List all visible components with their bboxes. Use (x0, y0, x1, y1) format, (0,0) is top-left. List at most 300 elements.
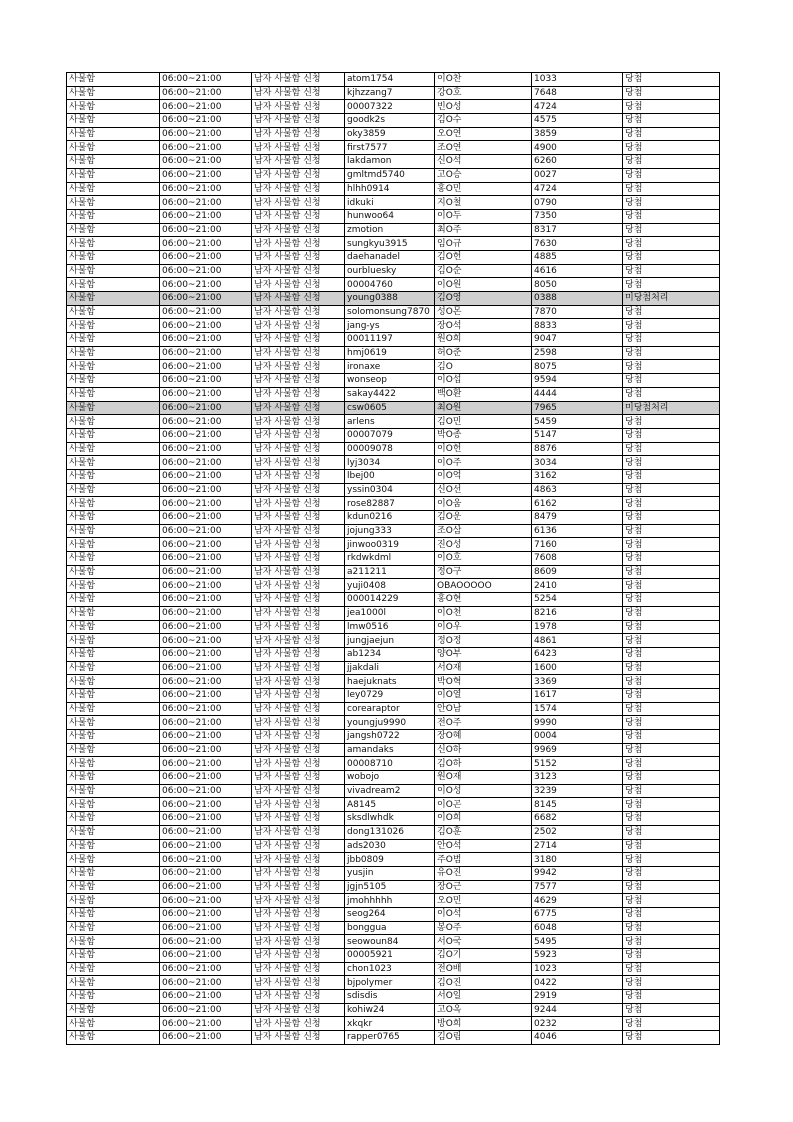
table-row (67, 387, 720, 401)
facility-cell: 사물함 (67, 661, 160, 675)
application-type-cell: 남자 사물함 신청 (252, 593, 345, 607)
table-row (67, 374, 720, 388)
user-id-cell: jgjn5105 (345, 880, 435, 894)
number-cell: 8145 (532, 798, 623, 812)
application-type-cell: 남자 사물함 신청 (252, 1031, 345, 1045)
facility-cell: 사물함 (67, 360, 160, 374)
name-cell: 서O재 (435, 661, 532, 675)
name-cell: 이O열 (435, 688, 532, 702)
hours-cell: 06:00~21:00 (160, 688, 252, 702)
facility-cell: 사물함 (67, 346, 160, 360)
application-type-cell: 남자 사물함 신청 (252, 333, 345, 347)
application-type-cell: 남자 사물함 신청 (252, 237, 345, 251)
facility-cell: 사물함 (67, 264, 160, 278)
table-row (67, 812, 720, 826)
table-row (67, 524, 720, 538)
facility-cell: 사물함 (67, 292, 160, 306)
result-cell: 당첨 (623, 127, 720, 141)
facility-cell: 사물함 (67, 278, 160, 292)
result-cell: 당첨 (623, 675, 720, 689)
table-row (67, 825, 720, 839)
table-row (67, 880, 720, 894)
hours-cell: 06:00~21:00 (160, 620, 252, 634)
hours-cell: 06:00~21:00 (160, 292, 252, 306)
application-type-cell: 남자 사물함 신청 (252, 182, 345, 196)
name-cell: 박O혁 (435, 675, 532, 689)
result-cell: 당첨 (623, 552, 720, 566)
facility-cell: 사물함 (67, 825, 160, 839)
user-id-cell: ley0729 (345, 688, 435, 702)
number-cell: 9942 (532, 866, 623, 880)
user-id-cell: kdun0216 (345, 511, 435, 525)
result-cell: 당첨 (623, 497, 720, 511)
number-cell: 6423 (532, 647, 623, 661)
hours-cell: 06:00~21:00 (160, 374, 252, 388)
application-type-cell: 남자 사물함 신청 (252, 688, 345, 702)
user-id-cell: chon1023 (345, 962, 435, 976)
result-cell: 당첨 (623, 593, 720, 607)
application-type-cell: 남자 사물함 신청 (252, 401, 345, 415)
hours-cell: 06:00~21:00 (160, 853, 252, 867)
number-cell: 4885 (532, 250, 623, 264)
application-type-cell: 남자 사물함 신청 (252, 483, 345, 497)
application-type-cell: 남자 사물함 신청 (252, 647, 345, 661)
user-id-cell: wonseop (345, 374, 435, 388)
application-type-cell: 남자 사물함 신청 (252, 250, 345, 264)
name-cell: 이O희 (435, 812, 532, 826)
user-id-cell: seowoun84 (345, 935, 435, 949)
facility-cell: 사물함 (67, 593, 160, 607)
result-cell: 당첨 (623, 716, 720, 730)
result-cell: 당첨 (623, 688, 720, 702)
application-type-cell: 남자 사물함 신청 (252, 442, 345, 456)
user-id-cell: gmltmd5740 (345, 168, 435, 182)
number-cell: 0232 (532, 1017, 623, 1031)
result-cell: 당첨 (623, 606, 720, 620)
number-cell: 2598 (532, 346, 623, 360)
name-cell: 이O천 (435, 606, 532, 620)
table-row (67, 771, 720, 785)
user-id-cell: goodk2s (345, 114, 435, 128)
hours-cell: 06:00~21:00 (160, 702, 252, 716)
number-cell: 0004 (532, 730, 623, 744)
table-row (67, 483, 720, 497)
hours-cell: 06:00~21:00 (160, 196, 252, 210)
application-type-cell: 남자 사물함 신청 (252, 716, 345, 730)
user-id-cell: csw0605 (345, 401, 435, 415)
facility-cell: 사물함 (67, 675, 160, 689)
table-row (67, 264, 720, 278)
facility-cell: 사물함 (67, 565, 160, 579)
table-row (67, 401, 720, 415)
user-id-cell: amandaks (345, 743, 435, 757)
result-cell: 당첨 (623, 798, 720, 812)
facility-cell: 사물함 (67, 442, 160, 456)
hours-cell: 06:00~21:00 (160, 155, 252, 169)
number-cell: 8050 (532, 278, 623, 292)
application-type-cell: 남자 사물함 신청 (252, 1003, 345, 1017)
hours-cell: 06:00~21:00 (160, 86, 252, 100)
result-cell: 당첨 (623, 620, 720, 634)
number-cell: 6682 (532, 812, 623, 826)
hours-cell: 06:00~21:00 (160, 168, 252, 182)
result-cell: 당첨 (623, 921, 720, 935)
hours-cell: 06:00~21:00 (160, 990, 252, 1004)
hours-cell: 06:00~21:00 (160, 209, 252, 223)
table-row (67, 716, 720, 730)
result-cell: 당첨 (623, 1017, 720, 1031)
user-id-cell: a211211 (345, 565, 435, 579)
name-cell: 고O옥 (435, 1003, 532, 1017)
name-cell: 김O훈 (435, 825, 532, 839)
facility-cell: 사물함 (67, 1003, 160, 1017)
facility-cell: 사물함 (67, 839, 160, 853)
user-id-cell: ads2030 (345, 839, 435, 853)
table-row (67, 853, 720, 867)
number-cell: 3034 (532, 456, 623, 470)
user-id-cell: zmotion (345, 223, 435, 237)
result-cell: 당첨 (623, 880, 720, 894)
application-type-cell: 남자 사물함 신청 (252, 497, 345, 511)
number-cell: 9969 (532, 743, 623, 757)
name-cell: 신O석 (435, 155, 532, 169)
table-row (67, 962, 720, 976)
number-cell: 0790 (532, 196, 623, 210)
application-type-cell: 남자 사물함 신청 (252, 552, 345, 566)
hours-cell: 06:00~21:00 (160, 442, 252, 456)
hours-cell: 06:00~21:00 (160, 223, 252, 237)
result-cell: 당첨 (623, 250, 720, 264)
name-cell: 장O혜 (435, 730, 532, 744)
facility-cell: 사물함 (67, 1031, 160, 1045)
application-type-cell: 남자 사물함 신청 (252, 784, 345, 798)
application-type-cell: 남자 사물함 신청 (252, 675, 345, 689)
table-row (67, 511, 720, 525)
hours-cell: 06:00~21:00 (160, 565, 252, 579)
hours-cell: 06:00~21:00 (160, 237, 252, 251)
number-cell: 5147 (532, 428, 623, 442)
result-cell: 당첨 (623, 319, 720, 333)
application-type-cell: 남자 사물함 신청 (252, 346, 345, 360)
result-cell: 당첨 (623, 702, 720, 716)
result-cell: 당첨 (623, 141, 720, 155)
table-row (67, 182, 720, 196)
name-cell: 서O국 (435, 935, 532, 949)
application-type-cell: 남자 사물함 신청 (252, 798, 345, 812)
name-cell: 이O우 (435, 620, 532, 634)
application-type-cell: 남자 사물함 신청 (252, 209, 345, 223)
number-cell: 9594 (532, 374, 623, 388)
result-cell: 미당첨처리 (623, 401, 720, 415)
application-type-cell: 남자 사물함 신청 (252, 168, 345, 182)
hours-cell: 06:00~21:00 (160, 333, 252, 347)
name-cell: 김O기 (435, 949, 532, 963)
name-cell: 방O희 (435, 1017, 532, 1031)
number-cell: 1600 (532, 661, 623, 675)
table-row (67, 469, 720, 483)
user-id-cell: 00009078 (345, 442, 435, 456)
application-type-cell: 남자 사물함 신청 (252, 114, 345, 128)
table-row (67, 1017, 720, 1031)
hours-cell: 06:00~21:00 (160, 387, 252, 401)
number-cell: 7870 (532, 305, 623, 319)
hours-cell: 06:00~21:00 (160, 100, 252, 114)
facility-cell: 사물함 (67, 456, 160, 470)
name-cell: 오O민 (435, 894, 532, 908)
application-type-cell: 남자 사물함 신청 (252, 976, 345, 990)
result-cell: 당첨 (623, 524, 720, 538)
table-row (67, 278, 720, 292)
name-cell: 성O몬 (435, 305, 532, 319)
result-cell: 당첨 (623, 196, 720, 210)
number-cell: 8833 (532, 319, 623, 333)
hours-cell: 06:00~21:00 (160, 784, 252, 798)
name-cell: 김O림 (435, 1031, 532, 1045)
number-cell: 1023 (532, 962, 623, 976)
table-row (67, 949, 720, 963)
user-id-cell: wobojo (345, 771, 435, 785)
hours-cell: 06:00~21:00 (160, 511, 252, 525)
user-id-cell: young0388 (345, 292, 435, 306)
facility-cell: 사물함 (67, 757, 160, 771)
user-id-cell: jjakdali (345, 661, 435, 675)
user-id-cell: bonggua (345, 921, 435, 935)
facility-cell: 사물함 (67, 73, 160, 87)
result-cell: 당첨 (623, 661, 720, 675)
table-row (67, 1031, 720, 1045)
name-cell: 봉O주 (435, 921, 532, 935)
table-row (67, 593, 720, 607)
application-type-cell: 남자 사물함 신청 (252, 812, 345, 826)
table-row (67, 743, 720, 757)
user-id-cell: hmj0619 (345, 346, 435, 360)
facility-cell: 사물함 (67, 497, 160, 511)
result-cell: 당첨 (623, 278, 720, 292)
facility-cell: 사물함 (67, 401, 160, 415)
number-cell: 0027 (532, 168, 623, 182)
result-cell: 당첨 (623, 428, 720, 442)
table-row (67, 73, 720, 87)
user-id-cell: A8145 (345, 798, 435, 812)
hours-cell: 06:00~21:00 (160, 127, 252, 141)
table-row (67, 907, 720, 921)
result-cell: 당첨 (623, 155, 720, 169)
user-id-cell: lmw0516 (345, 620, 435, 634)
user-id-cell: jangsh0722 (345, 730, 435, 744)
hours-cell: 06:00~21:00 (160, 552, 252, 566)
name-cell: 조O삼 (435, 524, 532, 538)
number-cell: 3180 (532, 853, 623, 867)
hours-cell: 06:00~21:00 (160, 593, 252, 607)
user-id-cell: solomonsung7870 (345, 305, 435, 319)
application-type-cell: 남자 사물함 신청 (252, 278, 345, 292)
user-id-cell: kjhzzang7 (345, 86, 435, 100)
application-type-cell: 남자 사물함 신청 (252, 579, 345, 593)
hours-cell: 06:00~21:00 (160, 264, 252, 278)
facility-cell: 사물함 (67, 552, 160, 566)
result-cell: 당첨 (623, 360, 720, 374)
facility-cell: 사물함 (67, 853, 160, 867)
application-type-cell: 남자 사물함 신청 (252, 1017, 345, 1031)
table-row (67, 209, 720, 223)
table-row (67, 935, 720, 949)
number-cell: 3123 (532, 771, 623, 785)
hours-cell: 06:00~21:00 (160, 921, 252, 935)
facility-cell: 사물함 (67, 511, 160, 525)
facility-cell: 사물함 (67, 114, 160, 128)
table-row (67, 866, 720, 880)
result-cell: 당첨 (623, 182, 720, 196)
number-cell: 6260 (532, 155, 623, 169)
application-type-cell: 남자 사물함 신청 (252, 456, 345, 470)
facility-cell: 사물함 (67, 319, 160, 333)
number-cell: 4900 (532, 141, 623, 155)
user-id-cell: jmohhhhh (345, 894, 435, 908)
number-cell: 2410 (532, 579, 623, 593)
table-row (67, 579, 720, 593)
hours-cell: 06:00~21:00 (160, 743, 252, 757)
facility-cell: 사물함 (67, 374, 160, 388)
table-row (67, 552, 720, 566)
application-type-cell: 남자 사물함 신청 (252, 73, 345, 87)
table-row (67, 360, 720, 374)
number-cell: 1574 (532, 702, 623, 716)
application-type-cell: 남자 사물함 신청 (252, 839, 345, 853)
name-cell: 이O두 (435, 209, 532, 223)
number-cell: 7160 (532, 538, 623, 552)
application-type-cell: 남자 사물함 신청 (252, 949, 345, 963)
name-cell: 김O운 (435, 511, 532, 525)
number-cell: 7630 (532, 237, 623, 251)
hours-cell: 06:00~21:00 (160, 483, 252, 497)
user-id-cell: yusjin (345, 866, 435, 880)
user-id-cell: kohiw24 (345, 1003, 435, 1017)
name-cell: 유O진 (435, 866, 532, 880)
table-row (67, 702, 720, 716)
number-cell: 9047 (532, 333, 623, 347)
application-type-cell: 남자 사물함 신청 (252, 620, 345, 634)
facility-cell: 사물함 (67, 771, 160, 785)
name-cell: OBAOOOOO (435, 579, 532, 593)
facility-cell: 사물함 (67, 620, 160, 634)
application-type-cell: 남자 사물함 신청 (252, 155, 345, 169)
name-cell: 전O주 (435, 716, 532, 730)
table-row (67, 319, 720, 333)
result-cell: 당첨 (623, 579, 720, 593)
name-cell: 김O수 (435, 114, 532, 128)
result-cell: 당첨 (623, 209, 720, 223)
table-row (67, 196, 720, 210)
user-id-cell: hunwoo64 (345, 209, 435, 223)
result-cell: 당첨 (623, 730, 720, 744)
hours-cell: 06:00~21:00 (160, 305, 252, 319)
table-row (67, 127, 720, 141)
number-cell: 4724 (532, 100, 623, 114)
application-type-cell: 남자 사물함 신청 (252, 606, 345, 620)
hours-cell: 06:00~21:00 (160, 757, 252, 771)
table-row (67, 620, 720, 634)
user-id-cell: haejuknats (345, 675, 435, 689)
application-type-cell: 남자 사물함 신청 (252, 990, 345, 1004)
user-id-cell: ironaxe (345, 360, 435, 374)
result-cell: 당첨 (623, 415, 720, 429)
table-row (67, 757, 720, 771)
user-id-cell: lyj3034 (345, 456, 435, 470)
application-type-cell: 남자 사물함 신청 (252, 962, 345, 976)
hours-cell: 06:00~21:00 (160, 647, 252, 661)
hours-cell: 06:00~21:00 (160, 976, 252, 990)
name-cell: 이O움 (435, 497, 532, 511)
facility-cell: 사물함 (67, 387, 160, 401)
application-type-cell: 남자 사물함 신청 (252, 428, 345, 442)
name-cell: 고O승 (435, 168, 532, 182)
facility-cell: 사물함 (67, 907, 160, 921)
result-cell: 당첨 (623, 634, 720, 648)
name-cell: 신O선 (435, 483, 532, 497)
facility-cell: 사물함 (67, 333, 160, 347)
application-type-cell: 남자 사물함 신청 (252, 853, 345, 867)
name-cell: 장O석 (435, 319, 532, 333)
number-cell: 1978 (532, 620, 623, 634)
application-type-cell: 남자 사물함 신청 (252, 196, 345, 210)
user-id-cell: jojung333 (345, 524, 435, 538)
facility-cell: 사물함 (67, 237, 160, 251)
facility-cell: 사물함 (67, 428, 160, 442)
facility-cell: 사물함 (67, 196, 160, 210)
user-id-cell: dong131026 (345, 825, 435, 839)
user-id-cell: lbej00 (345, 469, 435, 483)
table-row (67, 168, 720, 182)
hours-cell: 06:00~21:00 (160, 935, 252, 949)
application-type-cell: 남자 사물함 신청 (252, 100, 345, 114)
number-cell: 4861 (532, 634, 623, 648)
application-type-cell: 남자 사물함 신청 (252, 127, 345, 141)
hours-cell: 06:00~21:00 (160, 771, 252, 785)
user-id-cell: bjpolymer (345, 976, 435, 990)
facility-cell: 사물함 (67, 743, 160, 757)
hours-cell: 06:00~21:00 (160, 497, 252, 511)
application-type-cell: 남자 사물함 신청 (252, 305, 345, 319)
application-type-cell: 남자 사물함 신청 (252, 264, 345, 278)
name-cell: 박O종 (435, 428, 532, 442)
name-cell: 강O호 (435, 86, 532, 100)
result-cell: 당첨 (623, 743, 720, 757)
hours-cell: 06:00~21:00 (160, 250, 252, 264)
result-cell: 당첨 (623, 469, 720, 483)
table-row (67, 114, 720, 128)
name-cell: 이O찬 (435, 73, 532, 87)
number-cell: 6162 (532, 497, 623, 511)
facility-cell: 사물함 (67, 141, 160, 155)
name-cell: 이O호 (435, 552, 532, 566)
hours-cell: 06:00~21:00 (160, 634, 252, 648)
hours-cell: 06:00~21:00 (160, 346, 252, 360)
user-id-cell: first7577 (345, 141, 435, 155)
application-type-cell: 남자 사물함 신청 (252, 374, 345, 388)
name-cell: 안O남 (435, 702, 532, 716)
table-row (67, 250, 720, 264)
facility-cell: 사물함 (67, 880, 160, 894)
application-type-cell: 남자 사물함 신청 (252, 661, 345, 675)
number-cell: 2714 (532, 839, 623, 853)
number-cell: 1617 (532, 688, 623, 702)
facility-cell: 사물함 (67, 716, 160, 730)
name-cell: 이O헌 (435, 442, 532, 456)
table-row (67, 141, 720, 155)
result-cell: 당첨 (623, 511, 720, 525)
facility-cell: 사물함 (67, 921, 160, 935)
hours-cell: 06:00~21:00 (160, 825, 252, 839)
